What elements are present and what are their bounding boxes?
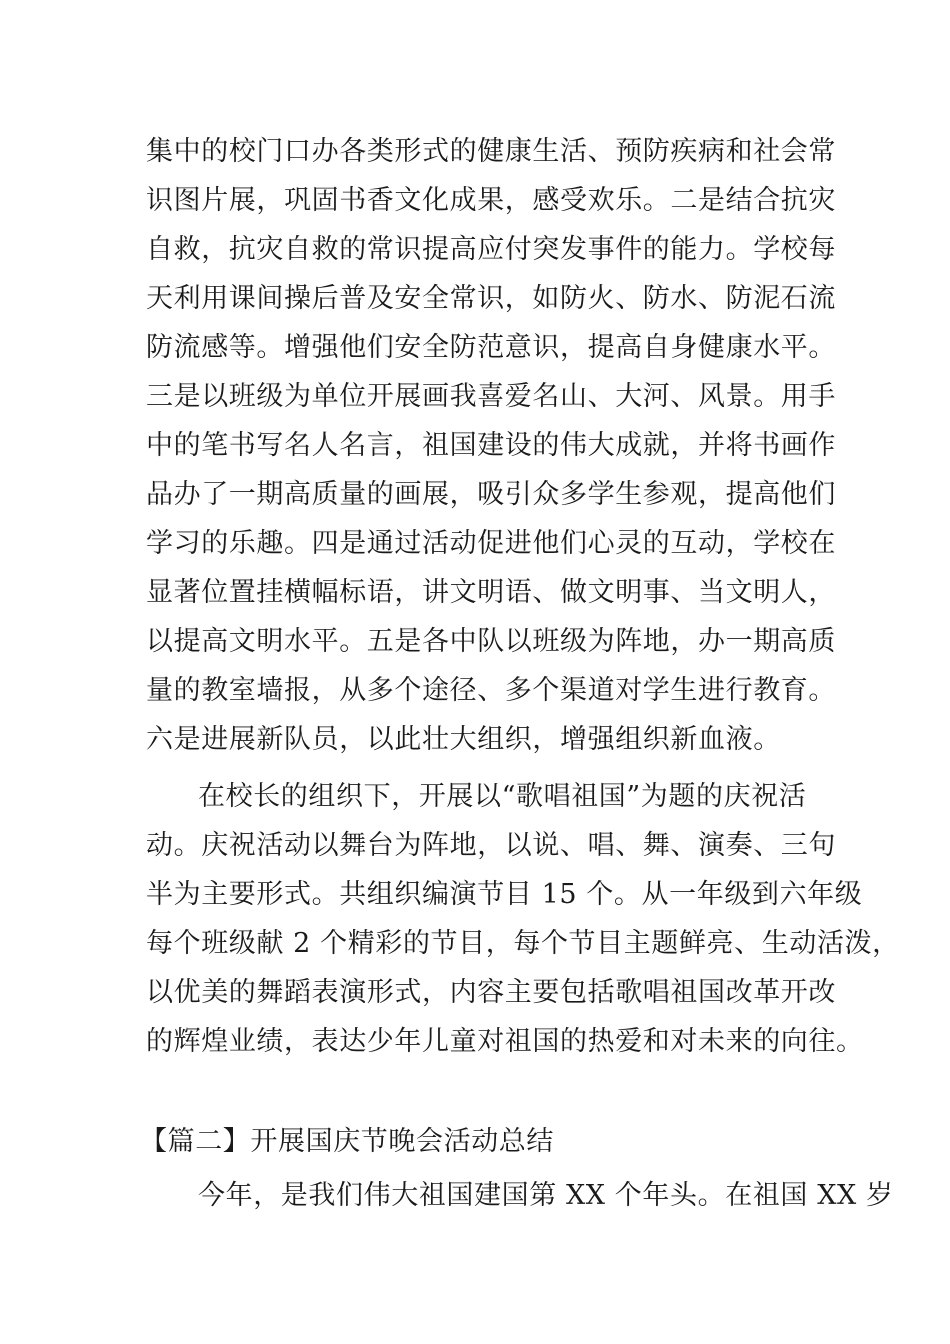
paragraph-1-line-2: 识图片展，巩固书香文化成果，感受欢乐。二是结合抗灾: [146, 185, 836, 216]
paragraph-1-line-6: 三是以班级为单位开展画我喜爱名山、大河、风景。用手: [146, 381, 836, 412]
paragraph-1-line-13: 六是进展新队员，以此壮大组织，增强组织新血液。: [146, 724, 781, 755]
paragraph-2-line-3: 半为主要形式。共组织编演节目 15 个。从一年级到六年级: [146, 879, 863, 910]
paragraph-1-line-7: 中的笔书写名人名言，祖国建设的伟大成就，并将书画作: [146, 430, 836, 461]
paragraph-2-line-5: 以优美的舞蹈表演形式，内容主要包括歌唱祖国改革开改: [146, 977, 836, 1008]
paragraph-2-line-1: 在校长的组织下，开展以“歌唱祖国”为题的庆祝活: [198, 781, 807, 812]
paragraph-1-line-10: 显著位置挂横幅标语，讲文明语、做文明事、当文明人，: [146, 577, 836, 608]
paragraph-1-line-8: 品办了一期高质量的画展，吸引众多学生参观，提高他们: [146, 479, 836, 510]
paragraph-2-line-4: 每个班级献 2 个精彩的节目，每个节目主题鲜亮、生动活泼，: [146, 928, 900, 959]
paragraph-2-line-2: 动。庆祝活动以舞台为阵地，以说、唱、舞、演奏、三句: [146, 830, 836, 861]
paragraph-3-line-1: 今年，是我们伟大祖国建国第 XX 个年头。在祖国 XX 岁: [198, 1180, 894, 1211]
paragraph-1-line-5: 防流感等。增强他们安全防范意识，提高自身健康水平。: [146, 332, 836, 363]
paragraph-1-line-12: 量的教室墙报，从多个途径、多个渠道对学生进行教育。: [146, 675, 836, 706]
paragraph-1-line-1: 集中的校门口办各类形式的健康生活、预防疾病和社会常: [146, 136, 836, 167]
paragraph-2-line-6: 的辉煌业绩，表达少年儿童对祖国的热爱和对未来的向往。: [146, 1026, 864, 1057]
section-heading: 【篇二】开展国庆节晚会活动总结: [140, 1126, 554, 1157]
paragraph-1-line-11: 以提高文明水平。五是各中队以班级为阵地，办一期高质: [146, 626, 836, 657]
paragraph-1-line-9: 学习的乐趣。四是通过活动促进他们心灵的互动，学校在: [146, 528, 836, 559]
paragraph-1-line-3: 自救，抗灾自救的常识提高应付突发事件的能力。学校每: [146, 234, 836, 265]
paragraph-1-line-4: 天利用课间操后普及安全常识，如防火、防水、防泥石流: [146, 283, 836, 314]
